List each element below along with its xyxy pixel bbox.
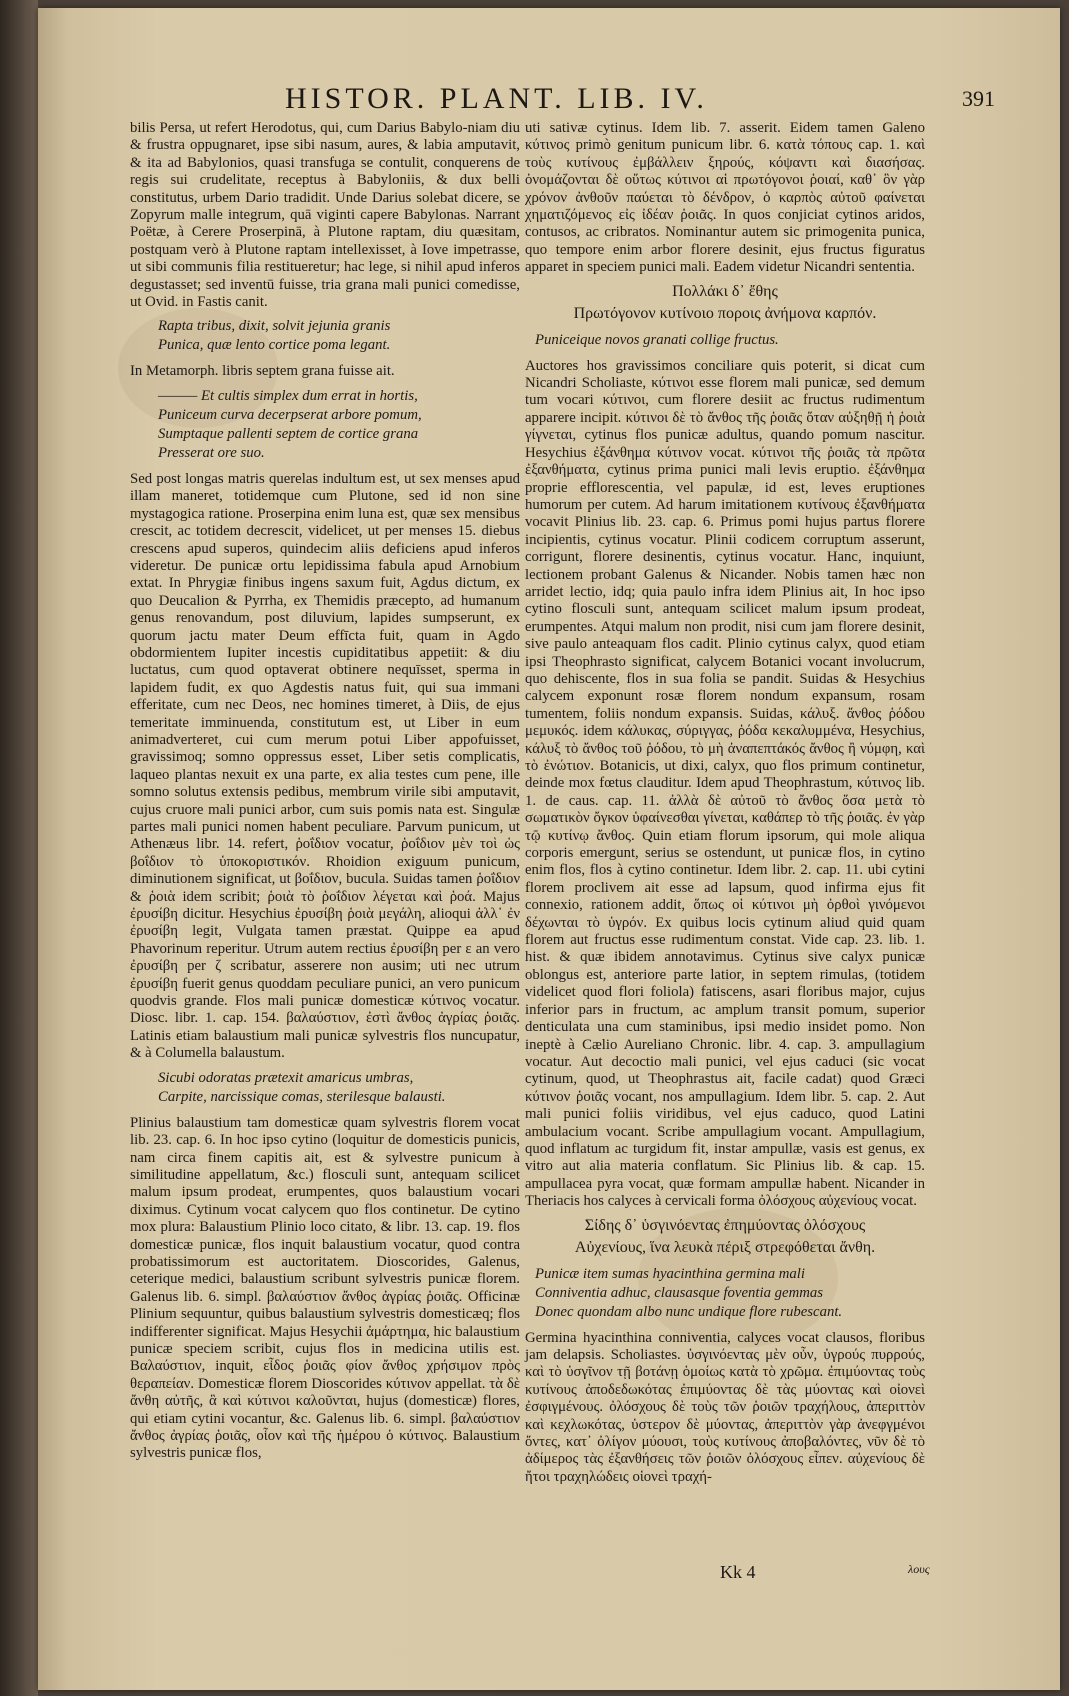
greek-line: Πολλάκι δ᾽ ἔθης [672,282,778,300]
left-column [130,120,520,1466]
verse-line: Rapta tribus, dixit, solvit jejunia granis [158,318,391,335]
paragraph: uti sativæ cytinus. Idem lib. 7. asserit. Eidem tamen Galeno κύτινος primò genitum punicum libr. 6. κατὰ τόπους cap. 1. καὶ τοὺς κυτίνους ἐμβάλλειν ξηρούς, κόψαντι καὶ διασήσας. ὀνομάζονται δὲ οὕτως κύτινοι αἱ πρωτόγονοι ῥοιαί, καθ᾽ ὃν γὰρ χρόνον ἀνθοῦν παύεται τὸ δένδρον, ὁ καρπὸς αὐτοῦ φαίνεται χηματιζόμενος εἰς ἰδέαν ῥοιᾶς. In quos conjiciat cytinos aridos, contusos, ac cribratos. Nominantur autem sic primogenita punica, quo tempore enim arbor florere desinit, ejus fructus figuratus apparet in speciem punici mali. Eadem videtur Nicandri sententia. [525,120,925,276]
verse-line: Presserat ore suo. [158,444,265,461]
verse-quote [158,1069,520,1107]
signature-mark: Kk 4 [720,1562,756,1582]
running-title: HISTOR. PLANT. LIB. IV. [285,82,708,115]
book-binding [0,0,38,1696]
greek-line: Σίδης δ᾽ ὑσγινόεντας ἐπημύοντας ὀλόσχους [584,1216,866,1234]
verse-line: Sumptaque pallenti septem de cortice grana [158,425,419,442]
translation-line: Conniventia adhuc, clausasque foventia gemmas [535,1284,823,1301]
verse-line: ——— Et cultis simplex dum errat in hortis, [158,387,418,404]
latin-translation [535,331,925,350]
latin-translation [535,1265,925,1322]
page-header [275,82,1005,116]
greek-line: Πρωτόγονον κυτίνοιο ποροις ἀνήμονα καρπόν. [573,304,877,322]
greek-verse [525,281,925,325]
verse-line: Carpite, narcissique comas, sterilesque balausti. [158,1088,446,1105]
verse-quote [158,317,520,355]
verse-line: Sicubi odoratas prætexit amaricus umbras, [158,1069,414,1086]
verse-line: Punica, quæ lento cortice poma legant. [158,337,391,354]
translation-line: Donec quondam albo nunc undique flore rubescant. [535,1303,843,1320]
paragraph: Germina hyacinthina conniventia, calyces vocat clausos, floribus jam delapsis. Scholiastes. ὑσγινόεντας μὲν οὖν, ὑγρούς πυρρούς, καὶ τὸ ὑσγῖνον τῇ βοτάνῃ ὁμοίως κατὰ τὸ χρῶμα. ἐπιμύοντας τοὺς κυτίνους ἀποδεδωκότας ἐπιμύοντας δὲ τὰς μύοντας καὶ οἰονεὶ ἐσφιγμένους. ὀλόσχους δὲ τοὺς τῶν ῥοιῶν τραχήλους, ἀπεριττὸν καὶ κεχλωκότας, ὑστερον δὲ μύοντας, ἀπεριττὸν γὰρ ἀνεφγμένοι ὄντες, κατ᾽ ὀλίγον μύουσι, τοὺς κυτίνους ἀποβαλόντες, νῦν δὲ τὸ ἀδίμερος τὰς ἐξανθήσεις τῶν ῥοιῶν ὀλόσχους εἶπεν. αὐχενίους δὲ ἤτοι τραχηλώδεις οἱονεὶ τραχή- [525,1329,925,1485]
paragraph: bilis Persa, ut refert Herodotus, qui, cum Darius Babylo-niam diu & frustra oppugnaret, ipse sibi nasum, aures, & labia amputavit, & ita ad Babylonios, quasi transfuga se contulit, conquerens de regis sui crudelitate, receptus à Babyloniis, & dux belli constitutus, urbem Dario tradidit. Unde Darius solebat dicere, se Zopyrum malle integrum, quā viginti capere Babylonas. Narrant Poëtæ, à Cerere Proserpinā, à Plutone raptam, diu quæsitam, postquam verò à Plutone raptam intellexisset, à Iove impetrasse, ut sibi communis filia restitueretur; hac lege, si nihil apud inferos degustasset; sed inventū fuisse, tria grana mali punici comedisse, ut Ovid. in Fastis canit. [130,120,520,311]
paragraph: Auctores hos gravissimos conciliare quis poterit, si dicat cum Nicandri Scholiaste, κύτινοι esse florem mali punicæ, sed demum tum vocari κύτινοι, cum florere desiit ac fructus rudimentum apparere incipit. κύτινοι δὲ τὸ ἄνθος τῆς ῥοιᾶς ὅταν αὐξηθῇ ἡ ῥοιὰ γίγνεται, cytinus flos punicæ adultus, quando pomum nascitur. Hesychius ἐξάνθημα κύτινον vocat. κύτινοι τῆς ῥοιᾶς τὰ πρῶτα ἐξανθήματα, cytinus prima punici mali levis eruptio. ἐξάνθημα proprie efflorescentia, vel papulæ, id est, leves eruptiones humorum per cutem. Ad harum imitationem κυτίνους ἐξανθήματα vocavit Plinius lib. 23. cap. 6. Primus pomi hujus partus florere incipientis, cytinus vocatur. Plinii codicem corruptum asserunt, corrigunt, florere desinentis, cytinus vocatur. Hanc, inquiunt, lectionem probant Galenus & Nicander. Nobis tamen hæc non arridet lectio, idq; quia paulo infra idem Plinius ait, In hoc ipso cytino flosculi sunt, antequam scilicet malum ipsum prodeat, erumpentes. Atqui malum non prodit, nisi cum jam florere desinit, sive paulo anteaquam flos cadit. Plinio cytinus calyx, quod etiam ipsi Theophrasto significat, calycem Botanici vocant involucrum, quo dehiscente, flos in sua folia se pandit. Suidas & Hesychius calycem exponunt rosæ florem nondum expansum, rosam tumentem, foliis nondum expansis. Suidas, κάλυξ. ἄνθος ῥόδου μεμυκός. idem κάλυκας, σύριγγας, ῥόδα κεκαλυμμένα, Hesychius, κάλυξ τὸ ἄνθος τοῦ ῥόδου, τὸ μὴ ἀναπεπτάκός ἄνθος ἢ νύμφη, καὶ τὸ ἐνώτιον. Botanicis, ut dixi, calyx, quo flos primum continetur, deinde mox fœtus clauditur. Idem apud Theophrastum, κύτινος lib. 1. de caus. cap. 11. ἀλλὰ δὲ αὐτοῦ τὸ ἄνθος ὅσα μετὰ τὸ σωματικὸν ὄγκον ὑφαίνεσθαι γίνεται, καθάπερ τὸ τῆς ῥοιᾶς. ἐν γὰρ τῷ κυτίνῳ ἄνθος. Quin etiam florum ipsorum, qui mole aliqua corporis emergunt, serius se ostendunt, ut punicæ flos, in cytino enim flos, flos à cytino continetur. Idem libr. 2. cap. 11. ubi cytini florem proclivem ait esse ad lapsum, quod infirma ejus fit connexio, rationem addit, ὅπως οἱ κύτινοι μὴ ὀρθοὶ γινόμενοι δέχωνται τὸ ὑγρόν. Ex quibus locis cytinum aliud quid quam florem aut fructus esse rudimentum constat. Vide cap. 23. lib. 1. hist. & quæ ibidem annotavimus. Cytinus sive calyx punicæ oblongus est, anteriore parte latior, in septem rimulas, (totidem videlicet quod flori foliola) fatiscens, asari floribus major, cujus inferior pars in fructum, ac amplum transit pomum, superior denticulata una cum staminibus, ipsi medio insidet pomo. Non ineptè à Cælio Aureliano Chronic. libr. 4. cap. 3. ampullagium vocatur. Aut decoctio mali punici, vel ejus caduci (sic vocat cytinum, quod, ut Theophrastus ait, facile cadat) quod Græci κύτινον ῥοιᾶς vocant, nos ampullagium. Idem libr. 5. cap. 2. Aut mali punici foliis viridibus, vel ejus caduco, quod Latini ambulacium vocant. Scribe ampullagium vocant. Ampullagium, quod inflatum ac turgidum fit, instar ampullæ, vasis est genus, ex vitro aut alia materia conflatum. Sic Plinius lib. & cap. 15. ampullacea pyra vocat, quæ formam ampullæ habent. Nicander in Theriacis hos calyces à cervicali forma ὀλόσχους αὐχενίους vocat. [525,357,925,1210]
translation-line: Punicæ item sumas hyacinthina germina mali [535,1265,805,1282]
greek-line: Αὐχενίους, ἵνα λευκὰ πέριξ στρεφόθεται ἄνθη. [574,1238,876,1256]
greek-verse [525,1215,925,1259]
paragraph: In Metamorph. libris septem grana fuisse ait. [130,363,395,380]
right-column [525,120,925,1489]
paragraph: Sed post longas matris querelas indultum est, ut sex menses apud illam maneret, totidemque cum Plutone, sed id non sine mystagogica ratione. Proserpina enim luna est, quæ sex mensibus crescit, ac totidem decrescit, videlicet, ut per menses 15. diebus crescens apud superos, quindecim aliis deficiens apud inferos videretur. De punicæ ortu lepidissima fabula apud Arnobium extat. In Phrygiæ finibus ingens saxum fuit, Agdus dictum, ex quo Deucalion & Pyrrha, ex Themidis præcepto, ad humanum genus renovandum, post diluvium, lapides sumpserunt, ex quorum jactu mater Deum effīcta fuit, quam in Agdo obdormientem Iupiter incestis cupiditatibus appetiit: & diu luctatus, cum quod optaverat obtinere nequīsset, sperma in lapidem fudit, ex quo Agdestis natus fuit, qui sua immani efferitate, cum nec Deos, nec homines timeret, à Diis, de ejus temeritate imminuenda, constitutum est, ut Liber in eum animadverteret, cui cum merum potui Liber appofuisset, gravissimoq; somno oppressus esset, Liber setis complicatis, laqueo plantas nexuit ex una parte, ex alia testes cum pene, ille somno solutus extensis pedibus, membrum virile sibi amputavit, cujus cruore mali punici arbor, cum suis pomis nata est. Singulæ partes mali punici nomen habent peculiare. Parvum punicum, ut Athenæus libr. 14. refert, ῥοΐδιον vocatur, ῥοΐδιον μὲν τοὶ ὡς βοΐδιον τὸ ὑποκοριστικόν. Rhoidion exiguum punicum, diminutionem significat, ut βοΐδιον, bucula. Suidas tamen ῥοΐδιον & ῥοιὰ idem scribit; ῥοιὰ τὸ ῥοΐδιον λέγεται καὶ ῥοά. Majus ἐρυσίβη dicitur. Hesychius ἐρυσίβη ῥοιὰ μεγάλη, alioqui ἀλλ᾽ ἐν ἐρυσίβη legit, Vulgata tamen præstat. Quippe ea apud Phavorinum reperitur. Utrum autem rectius ἐρυσίβη per ε an vero ἐρυσίβη per ζ scribatur, asserere non ausim; uti nec utrum ἐρυσίβη fuerit genus quoddam peculiare punici, an vero punicum quodvis grande. Flos mali punicæ domesticæ κύτινος vocatur. Diosc. libr. 1. cap. 154. βαλαύστιον, ἐστὶ ἄνθος ἀγρίας ῥοιᾶς. Latinis etiam balaustium mali punicæ sylvestris flos nuncupatur, & à Columella balaustum. [130,470,520,1062]
translation-line: Puniceique novos granati collige fructus. [535,331,779,348]
catchword: λους [908,1562,930,1576]
verse-quote [158,387,520,463]
page-number: 391 [962,86,995,111]
paragraph: Plinius balaustium tam domesticæ quam sylvestris florem vocat lib. 23. cap. 6. In hoc ipso cytino (loquitur de domesticis punicis, nam circa finem capitis ait, est & sylvestre punicum à similitudine appellatum, &c.) flosculi sunt, antequam scilicet malum ipsum prodeat, erumpentes, quos balaustium vocari diximus. Cytinum vocat calycem quo flos continetur. De cytino mox plura: Balaustium Plinio loco citato, & libr. 13. cap. 19. flos domesticæ punicæ, flos inquit balaustium vocatur, quod contra probatissimorum est auctoritatem. Dioscorides, Galenus, ceterique medici, balaustium scribunt sylvestris punicæ florem. Galenus lib. 6. simpl. βαλαύστιον ἄνθος ἀγρίας ῥοιᾶς. Officinæ Plinium sequuntur, quibus balaustium sylvestris domesticæq; flos indifferenter significat. Majus Hesychii ἀμάρτημα, hic balaustium punicæ speciem scribit, cujus flos in medicina utilis est. Βαλαύστιον, inquit, εἶδος ῥοιᾶς φίον ἄνθος χρήσιμον πρὸς θεραπείαν. Domesticæ florem Dioscorides κύτινον appellat. τὰ δὲ ἄνθη αὐτῆς, ἃ καὶ κύτινοι καλοῦνται, hujus (domesticæ) flores, qui etiam cytini vocantur, &c. Galenus lib. 6. simpl. βαλαύστιον ἄνθος ἀγρίας ῥοιᾶς, οἷον καὶ τῆς ἡμέρου ὁ κύτινος. Balaustium sylvestris punicæ flos, [130,1114,520,1462]
verse-line: Puniceum curva decerpserat arbore pomum, [158,406,422,423]
